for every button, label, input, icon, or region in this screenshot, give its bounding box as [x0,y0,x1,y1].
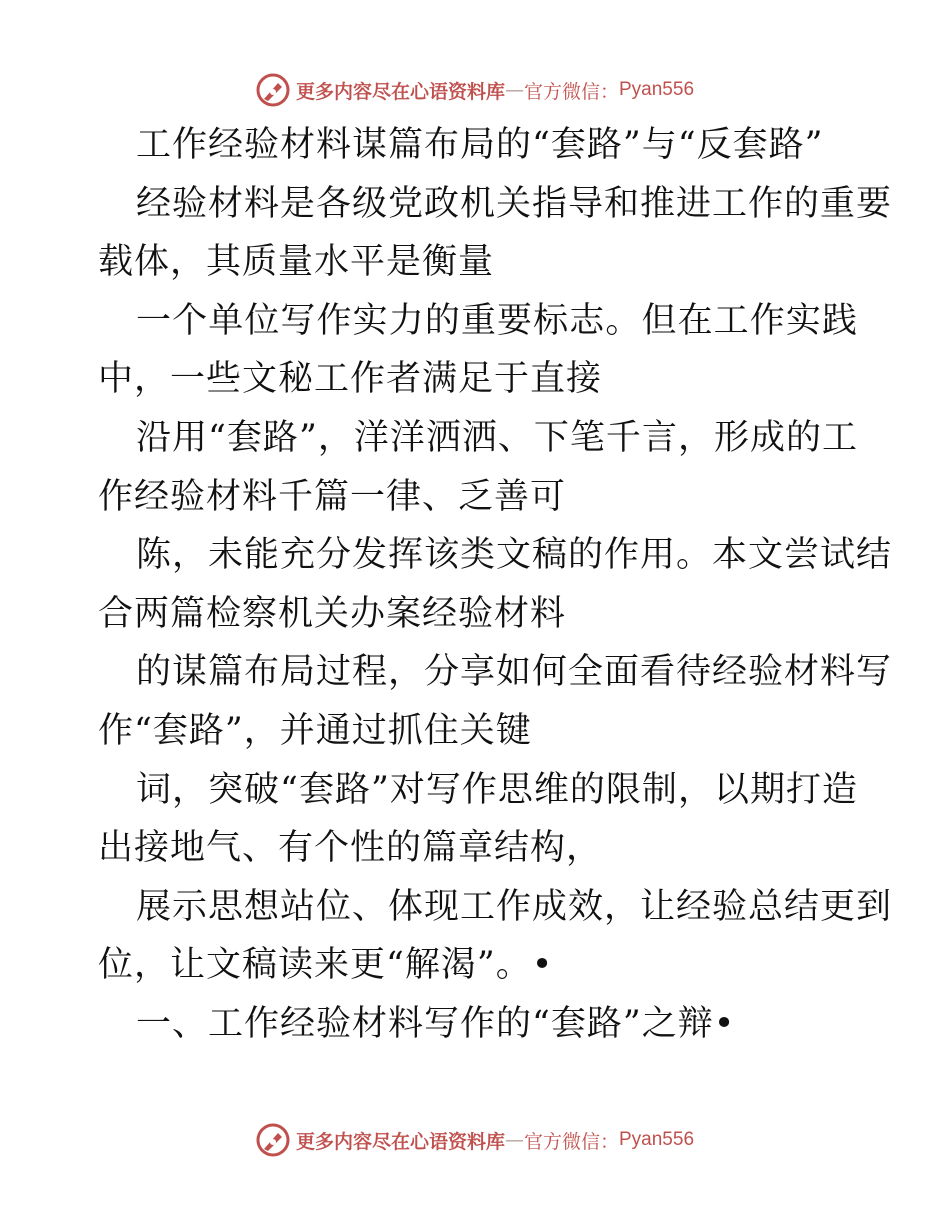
paragraph-line: 合两篇检察机关办案经验材料 [98,593,567,634]
paragraph-line: 陈，未能充分发挥该类文稿的作用。本文尝试结 [136,535,893,576]
document-body [98,116,893,1054]
banner-brand: 更多内容尽在心语资料库 [295,1130,505,1153]
paragraph-line: 词，突破“套路”对写作思维的限制，以期打造 [136,769,858,810]
pen-logo-icon [256,1123,290,1157]
paragraph-line: 经验材料是各级党政机关指导和推进工作的重要 [136,183,893,224]
banner-brand: 更多内容尽在心语资料库 [295,80,505,103]
paragraph-line: 中，一些文秘工作者满足于直接 [98,359,603,400]
paragraph-line: 一个单位写作实力的重要标志。但在工作实践 [136,300,858,341]
banner-account: Pyan556 [619,79,695,100]
paragraph-line: 位，让文稿读来更“解渴”。• [98,945,554,986]
paragraph-line: 载体，其质量水平是衡量 [98,242,495,283]
footer-banner [0,1120,950,1160]
document-title: 工作经验材料谋篇布局的“套路”与“反套路” [136,125,824,165]
paragraph-line: 出接地气、有个性的篇章结构， [98,828,603,869]
paragraph-line: 沿用“套路”，洋洋洒洒、下笔千言，形成的工 [136,417,858,458]
pen-logo-icon [256,73,290,107]
header-banner [0,70,950,110]
section-heading: 一、工作经验材料写作的“套路”之辩• [136,1003,736,1044]
paragraph-line: 作经验材料千篇一律、乏善可 [98,476,567,517]
banner-account: Pyan556 [619,1129,695,1150]
paragraph-line: 作“套路”，并通过抓住关键 [98,710,532,751]
banner-separator: — [504,79,524,101]
paragraph-line: 展示思想站位、体现工作成效，让经验总结更到 [136,886,893,927]
banner-wechat-label: 官方微信： [523,80,619,103]
banner-separator: — [504,1129,524,1151]
banner-wechat-label: 官方微信： [523,1130,619,1153]
paragraph-line: 的谋篇布局过程，分享如何全面看待经验材料写 [136,652,893,693]
